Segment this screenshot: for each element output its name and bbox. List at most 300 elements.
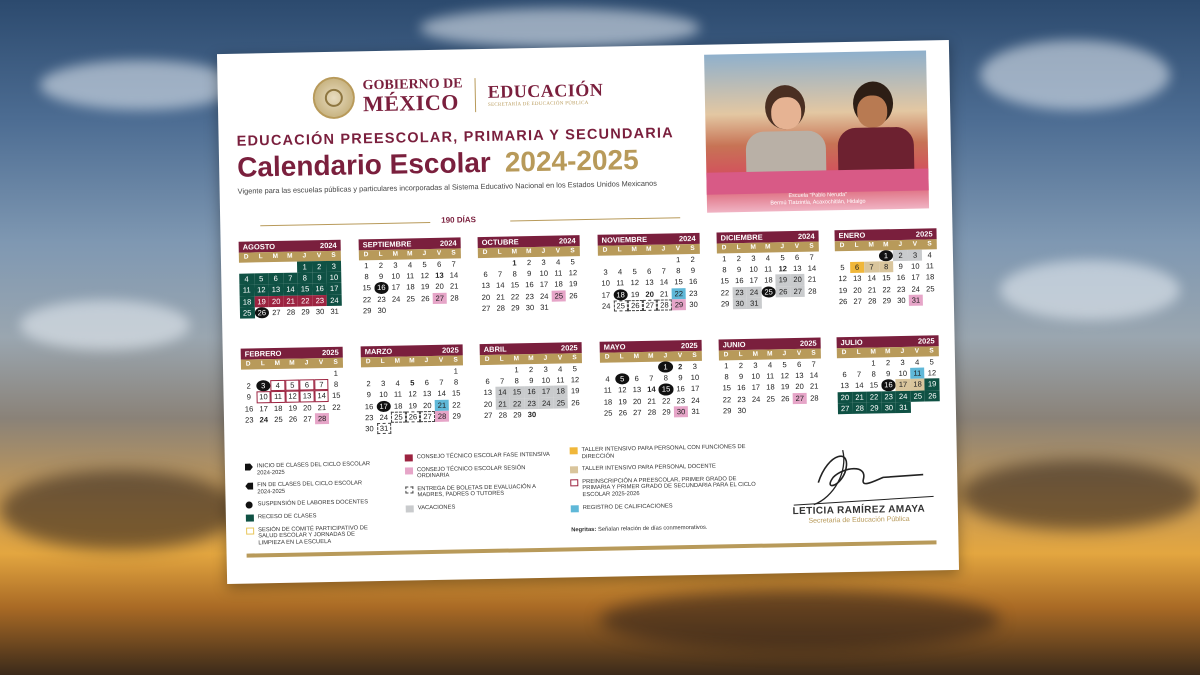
day-cell: 13 xyxy=(483,388,493,398)
gray-swatch-icon xyxy=(406,505,414,512)
day-cell: 6 xyxy=(436,259,442,269)
legend-item xyxy=(571,501,761,511)
empty-day xyxy=(851,358,866,369)
weekday-label: J xyxy=(302,252,307,260)
month-year: 2025 xyxy=(560,343,578,353)
day-cell: 5 xyxy=(615,373,630,384)
weekday-label: D xyxy=(243,253,249,261)
start-swatch-icon xyxy=(245,463,253,470)
empty-day xyxy=(239,262,254,273)
weekday-label: V xyxy=(318,359,324,367)
month-year: 2025 xyxy=(321,347,339,358)
day-cell: 4 xyxy=(558,364,563,374)
day-cell: 8 xyxy=(663,373,669,383)
day-cell: 19 xyxy=(420,282,430,292)
weekday-label: D xyxy=(602,246,608,254)
day-cell: 30 xyxy=(377,305,387,315)
day-cell: 19 xyxy=(570,386,580,396)
day-cell: 3 xyxy=(256,380,271,391)
day-cell: 12 xyxy=(408,389,417,399)
day-cell: 17 xyxy=(690,384,700,394)
day-cell: 10 xyxy=(391,271,401,281)
day-cell: 25 xyxy=(761,286,776,297)
day-cell: 27 xyxy=(303,414,312,424)
month-febrero xyxy=(241,347,344,426)
day-cell: 20 xyxy=(435,282,444,292)
day-cell: 22 xyxy=(661,395,671,406)
day-cell: 6 xyxy=(483,270,488,280)
header-logos xyxy=(312,72,603,120)
empty-day xyxy=(642,255,657,266)
month-name: JULIO xyxy=(840,337,863,348)
month-name: MAYO xyxy=(603,342,626,352)
empty-day xyxy=(419,366,434,377)
day-cell: 24 xyxy=(259,414,269,425)
day-cell: 28 xyxy=(647,407,657,417)
day-cell: 30 xyxy=(525,302,535,312)
day-cell: 18 xyxy=(766,382,775,392)
day-cell: 18 xyxy=(554,279,563,290)
day-cell: 30 xyxy=(674,406,689,417)
day-cell: 1 xyxy=(658,361,673,372)
day-cell: 27 xyxy=(420,411,435,422)
day-cell: 3 xyxy=(900,357,905,368)
day-cell: 11 xyxy=(925,261,934,271)
day-cell: 10 xyxy=(749,264,758,275)
day-cell: 22 xyxy=(510,398,525,409)
day-cell: 19 xyxy=(776,274,791,285)
subtitle: Vigente para las escuelas públicas y particulares incorporadas al Sistema Educativo Nacional en los Estados Unidos Mexicanos xyxy=(237,178,657,196)
month-year: 2024 xyxy=(558,236,576,246)
weekday-label: J xyxy=(424,357,429,365)
day-cell: 13 xyxy=(793,264,802,274)
day-cell: 7 xyxy=(451,259,456,269)
day-cell: 30 xyxy=(732,298,747,309)
weekday-label: M xyxy=(513,355,520,363)
day-cell: 14 xyxy=(809,370,819,380)
day-cell: 29 xyxy=(511,303,520,313)
month-name: NOVIEMBRE xyxy=(601,234,648,245)
day-cell: 5 xyxy=(782,360,787,370)
empty-day xyxy=(835,251,850,262)
day-cell: 9 xyxy=(378,272,384,282)
day-cell: 15 xyxy=(674,277,683,287)
weekday-label: J xyxy=(661,245,666,253)
day-cell: 14 xyxy=(807,263,817,273)
day-cell: 12 xyxy=(838,274,847,284)
day-cell: 14 xyxy=(855,381,864,391)
day-cell: 8 xyxy=(364,272,369,282)
day-cell: 22 xyxy=(722,394,732,404)
day-cell: 9 xyxy=(736,265,742,275)
day-cell: 12 xyxy=(568,268,578,278)
weekday-label: S xyxy=(692,351,697,360)
empty-day xyxy=(478,258,493,269)
day-cell: 23 xyxy=(676,395,686,405)
month-name: JUNIO xyxy=(722,339,746,350)
day-cell: 27 xyxy=(838,403,853,414)
day-grid xyxy=(600,361,703,419)
school-year: 2024-2025 xyxy=(504,144,639,178)
day-cell: 7 xyxy=(649,373,654,384)
empty-day xyxy=(270,369,285,380)
empty-day xyxy=(283,262,298,273)
day-cell: 9 xyxy=(527,269,532,279)
day-cell: 24 xyxy=(896,390,911,401)
empty-day xyxy=(849,251,864,262)
empty-day xyxy=(480,365,495,376)
day-cell: 30 xyxy=(737,405,747,415)
day-cell: 2 xyxy=(677,362,683,372)
day-cell: 21 xyxy=(647,396,657,406)
legend-item xyxy=(570,444,760,461)
weekday-label: D xyxy=(839,242,845,250)
day-cell: 18 xyxy=(764,275,773,285)
day-cell: 21 xyxy=(283,295,298,306)
month-name: OCTUBRE xyxy=(481,237,519,248)
day-cell: 11 xyxy=(766,371,775,381)
month-name: AGOSTO xyxy=(242,241,276,252)
day-cell: 26 xyxy=(254,307,269,318)
day-grid xyxy=(241,368,344,426)
pink-swatch-icon xyxy=(405,467,413,474)
day-cell: 4 xyxy=(407,260,413,270)
day-grid xyxy=(719,359,822,417)
day-cell: 15 xyxy=(510,387,525,398)
day-cell: 18 xyxy=(553,386,568,397)
day-cell: 24 xyxy=(751,394,761,404)
day-grid xyxy=(239,261,342,319)
day-cell: 15 xyxy=(882,273,891,283)
day-cell: 16 xyxy=(734,276,744,286)
weekday-label: V xyxy=(794,242,800,251)
day-cell: 26 xyxy=(406,411,421,422)
day-cell: 29 xyxy=(867,402,882,413)
empty-day xyxy=(612,255,627,266)
day-cell: 5 xyxy=(254,273,269,284)
day-cell: 31 xyxy=(909,294,924,305)
day-cell: 12 xyxy=(780,371,790,381)
day-cell: 16 xyxy=(737,383,746,393)
weekday-label: M xyxy=(633,353,640,361)
day-cell: 8 xyxy=(871,369,876,379)
day-cell: 12 xyxy=(778,264,788,274)
day-cell: 16 xyxy=(364,401,374,411)
day-cell: 29 xyxy=(722,406,732,416)
weekday-label: M xyxy=(407,250,413,258)
day-cell: 20 xyxy=(423,400,432,410)
day-cell: 2 xyxy=(736,254,742,264)
educacion-logo: EDUCACIÓN SECRETARÍA DE EDUCACIÓN PÚBLICA xyxy=(487,79,604,108)
weekday-label: D xyxy=(363,251,369,259)
legend-text: CONSEJO TÉCNICO ESCOLAR SESIÓN ORDINARIA xyxy=(416,464,526,480)
month-year: 2024 xyxy=(797,231,815,241)
day-cell: 3 xyxy=(753,360,758,370)
day-cell: 5 xyxy=(840,263,845,273)
day-cell: 8 xyxy=(297,272,312,283)
weekday-label: M xyxy=(394,357,401,365)
day-cell: 6 xyxy=(842,370,847,380)
day-cell: 30 xyxy=(315,306,325,316)
day-cell: 18 xyxy=(603,397,613,407)
day-cell: 4 xyxy=(914,357,920,367)
day-cell: 10 xyxy=(898,369,908,379)
day-cell: 19 xyxy=(408,400,418,411)
weekday-label: V xyxy=(436,249,442,257)
empty-day xyxy=(314,368,329,379)
day-cell: 1 xyxy=(514,365,519,375)
day-cell: 3 xyxy=(326,261,341,272)
day-cell: 20 xyxy=(790,274,805,285)
day-cell: 7 xyxy=(283,273,298,284)
day-cell: 14 xyxy=(495,387,510,398)
day-cell: 31 xyxy=(540,302,549,312)
day-cell: 29 xyxy=(301,307,310,317)
weekday-label: J xyxy=(900,347,905,356)
weekday-label: V xyxy=(675,245,681,253)
empty-day xyxy=(493,258,508,269)
day-cell: 12 xyxy=(927,368,937,378)
empty-day xyxy=(376,367,391,378)
day-cell: 31 xyxy=(691,406,700,416)
day-cell: 9 xyxy=(738,372,744,382)
dot-swatch-icon xyxy=(246,502,253,509)
empty-day xyxy=(434,366,449,377)
green-swatch-icon xyxy=(246,514,254,521)
day-cell: 17 xyxy=(896,379,911,390)
weekday-label: L xyxy=(736,244,741,252)
day-cell: 20 xyxy=(795,382,804,392)
month-julio xyxy=(837,335,940,414)
day-grid xyxy=(361,365,464,434)
day-cell: 4 xyxy=(765,253,771,263)
legend-text: RECESO DE CLASES xyxy=(257,513,317,521)
day-cell: 27 xyxy=(483,410,493,420)
day-cell: 3 xyxy=(603,267,608,277)
empty-day xyxy=(656,254,671,265)
day-cell: 26 xyxy=(838,296,848,306)
month-year: 2025 xyxy=(917,336,935,346)
day-cell: 1 xyxy=(871,358,876,368)
logo-divider xyxy=(474,78,476,112)
day-cell: 27 xyxy=(853,296,863,306)
day-cell: 8 xyxy=(512,269,517,279)
day-cell: 18 xyxy=(273,403,283,413)
day-cell: 19 xyxy=(838,285,848,295)
yellow-swatch-icon xyxy=(570,447,578,454)
day-cell: 26 xyxy=(618,408,628,418)
weekday-label: L xyxy=(499,355,504,363)
empty-day xyxy=(837,358,852,369)
day-cell: 2 xyxy=(378,260,384,271)
day-cell: 25 xyxy=(551,290,566,301)
month-name: ENERO xyxy=(838,230,866,241)
day-cell: 13 xyxy=(269,284,284,295)
day-cell: 25 xyxy=(391,411,406,422)
day-cell: 7 xyxy=(809,252,814,262)
day-cell: 8 xyxy=(333,379,339,390)
day-cell: 11 xyxy=(616,278,625,288)
day-cell: 28 xyxy=(496,303,506,313)
day-cell: 19 xyxy=(630,289,640,299)
weekday-label: J xyxy=(898,240,903,249)
day-cell: 7 xyxy=(314,379,329,390)
maroon-swatch-icon xyxy=(405,454,413,461)
day-cell: 5 xyxy=(632,267,637,277)
weekday-label: S xyxy=(811,349,816,357)
day-cell: 20 xyxy=(838,392,853,403)
day-cell: 1 xyxy=(453,366,459,376)
legend-item xyxy=(246,512,374,521)
end-swatch-icon xyxy=(245,483,253,490)
dashed-swatch-icon xyxy=(405,486,413,493)
legend-text: PREINSCRIPCIÓN A PREESCOLAR, PRIMER GRADO DE PRIMARIA Y PRIMER GRADO DE SECUNDARIA PARA EL CICLO ESCOLAR 2025-2026 xyxy=(582,475,756,499)
month-septiembre xyxy=(359,237,462,316)
day-cell: 9 xyxy=(690,266,696,276)
day-cell: 8 xyxy=(724,372,729,382)
weekday-label: L xyxy=(258,253,263,261)
day-grid xyxy=(598,254,701,312)
weekday-label: V xyxy=(796,349,802,357)
weekday-label: S xyxy=(453,356,458,364)
day-cell: 9 xyxy=(678,373,683,383)
day-cell: 27 xyxy=(633,407,642,417)
day-cell: 10 xyxy=(690,373,700,383)
day-cell: 10 xyxy=(327,272,342,283)
day-cell: 7 xyxy=(497,269,503,279)
day-grid xyxy=(478,256,581,314)
day-cell: 14 xyxy=(437,389,446,399)
day-cell: 16 xyxy=(524,386,539,397)
day-cell: 15 xyxy=(869,380,879,390)
day-cell: 29 xyxy=(882,295,892,306)
day-cell: 1 xyxy=(879,250,894,261)
day-cell: 4 xyxy=(395,378,400,388)
empty-day xyxy=(644,362,659,373)
day-cell: 1 xyxy=(722,254,727,264)
month-marzo xyxy=(361,344,465,434)
day-cell: 28 xyxy=(852,402,867,413)
day-cell: 8 xyxy=(676,266,681,276)
day-cell: 17 xyxy=(911,273,920,283)
day-cell: 28 xyxy=(810,393,819,403)
day-cell: 26 xyxy=(776,286,791,297)
day-cell: 25 xyxy=(406,293,416,304)
month-year: 2025 xyxy=(915,229,933,239)
day-cell: 14 xyxy=(496,280,505,291)
day-cell: 21 xyxy=(809,381,819,392)
weekday-label: S xyxy=(331,251,336,259)
day-cell: 10 xyxy=(601,278,611,289)
day-cell: 20 xyxy=(483,399,493,409)
month-year: 2025 xyxy=(680,340,698,351)
weekday-label: L xyxy=(738,351,743,359)
day-cell: 7 xyxy=(864,262,879,273)
day-cell: 13 xyxy=(795,371,804,381)
weekday-label: L xyxy=(260,360,265,368)
day-cell: 13 xyxy=(840,381,850,391)
month-octubre xyxy=(478,235,581,314)
day-cell: 16 xyxy=(374,282,389,293)
legend-text: SUSPENSIÓN DE LABORES DOCENTES xyxy=(257,499,369,508)
weekday-label: M xyxy=(272,252,279,261)
day-cell: 25 xyxy=(766,393,775,404)
day-cell: 15 xyxy=(720,276,730,286)
day-cell: 25 xyxy=(925,283,935,294)
day-cell: 6 xyxy=(300,379,315,390)
day-cell: 21 xyxy=(659,289,669,299)
day-cell: 23 xyxy=(524,398,539,409)
day-cell: 7 xyxy=(439,377,444,388)
day-cell: 31 xyxy=(896,402,911,413)
day-cell: 17 xyxy=(601,290,611,300)
day-cell: 4 xyxy=(767,360,773,370)
weekday-label: J xyxy=(541,247,546,255)
legend-text: ENTREGA DE BOLETAS DE EVALUACIÓN A MADRES, PADRES O TUTORES xyxy=(417,483,536,499)
month-name: ABRIL xyxy=(483,344,507,355)
day-cell: 29 xyxy=(720,299,730,309)
day-cell: 13 xyxy=(300,391,315,402)
day-cell: 16 xyxy=(525,280,534,290)
weekday-label: J xyxy=(782,350,787,358)
day-cell: 26 xyxy=(569,290,578,300)
day-cell: 6 xyxy=(647,266,652,277)
day-cell: 20 xyxy=(645,289,654,299)
month-name: MARZO xyxy=(364,346,393,357)
day-cell: 31 xyxy=(747,297,762,308)
day-cell: 11 xyxy=(239,285,254,296)
day-cell: 5 xyxy=(572,364,577,374)
month-name: FEBRERO xyxy=(244,348,282,359)
day-cell: 28 xyxy=(435,410,450,421)
day-cell: 10 xyxy=(751,371,760,382)
day-cell: 22 xyxy=(671,288,686,299)
gobierno-logo: GOBIERNO DE MÉXICO xyxy=(362,76,463,117)
day-cell: 4 xyxy=(617,267,623,277)
day-cell: 18 xyxy=(925,272,935,282)
day-cell: 24 xyxy=(911,284,921,294)
day-cell: 13 xyxy=(645,278,654,288)
blue-swatch-icon xyxy=(571,505,579,512)
day-cell: 14 xyxy=(659,277,669,287)
weekday-label: M xyxy=(274,359,281,368)
day-cell: 9 xyxy=(366,390,372,400)
national-seal-icon xyxy=(312,76,355,119)
day-cell: 22 xyxy=(332,402,341,412)
day-cell: 15 xyxy=(362,283,372,293)
day-cell: 17 xyxy=(327,283,342,294)
day-cell: 22 xyxy=(452,400,461,410)
weekday-label: M xyxy=(646,245,652,253)
legend-item xyxy=(405,483,555,499)
weekday-label: S xyxy=(572,354,577,362)
photo-caption: Escuela "Pablo Neruda" Bermú Tlatzintla, Acaxochitlán, Hidalgo xyxy=(770,192,866,207)
day-cell: 22 xyxy=(867,391,882,402)
day-cell: 11 xyxy=(556,375,565,385)
red-outline-swatch-icon xyxy=(570,479,578,486)
weekday-label: M xyxy=(765,243,771,251)
day-cell: 21 xyxy=(317,402,327,412)
legend-text: SESIÓN DE COMITÉ PARTICIPATIVO DE SALUD ESCOLAR Y JORNADAS DE LIMPIEZA EN LA ESCUELA xyxy=(258,524,368,547)
day-cell: 12 xyxy=(285,391,300,402)
day-cell: 2 xyxy=(246,381,251,391)
signer-block xyxy=(774,503,944,525)
empty-day xyxy=(864,250,879,261)
day-cell: 14 xyxy=(283,284,298,295)
day-cell: 20 xyxy=(853,285,862,295)
day-cell: 19 xyxy=(568,279,578,289)
month-year: 2025 xyxy=(441,345,459,355)
